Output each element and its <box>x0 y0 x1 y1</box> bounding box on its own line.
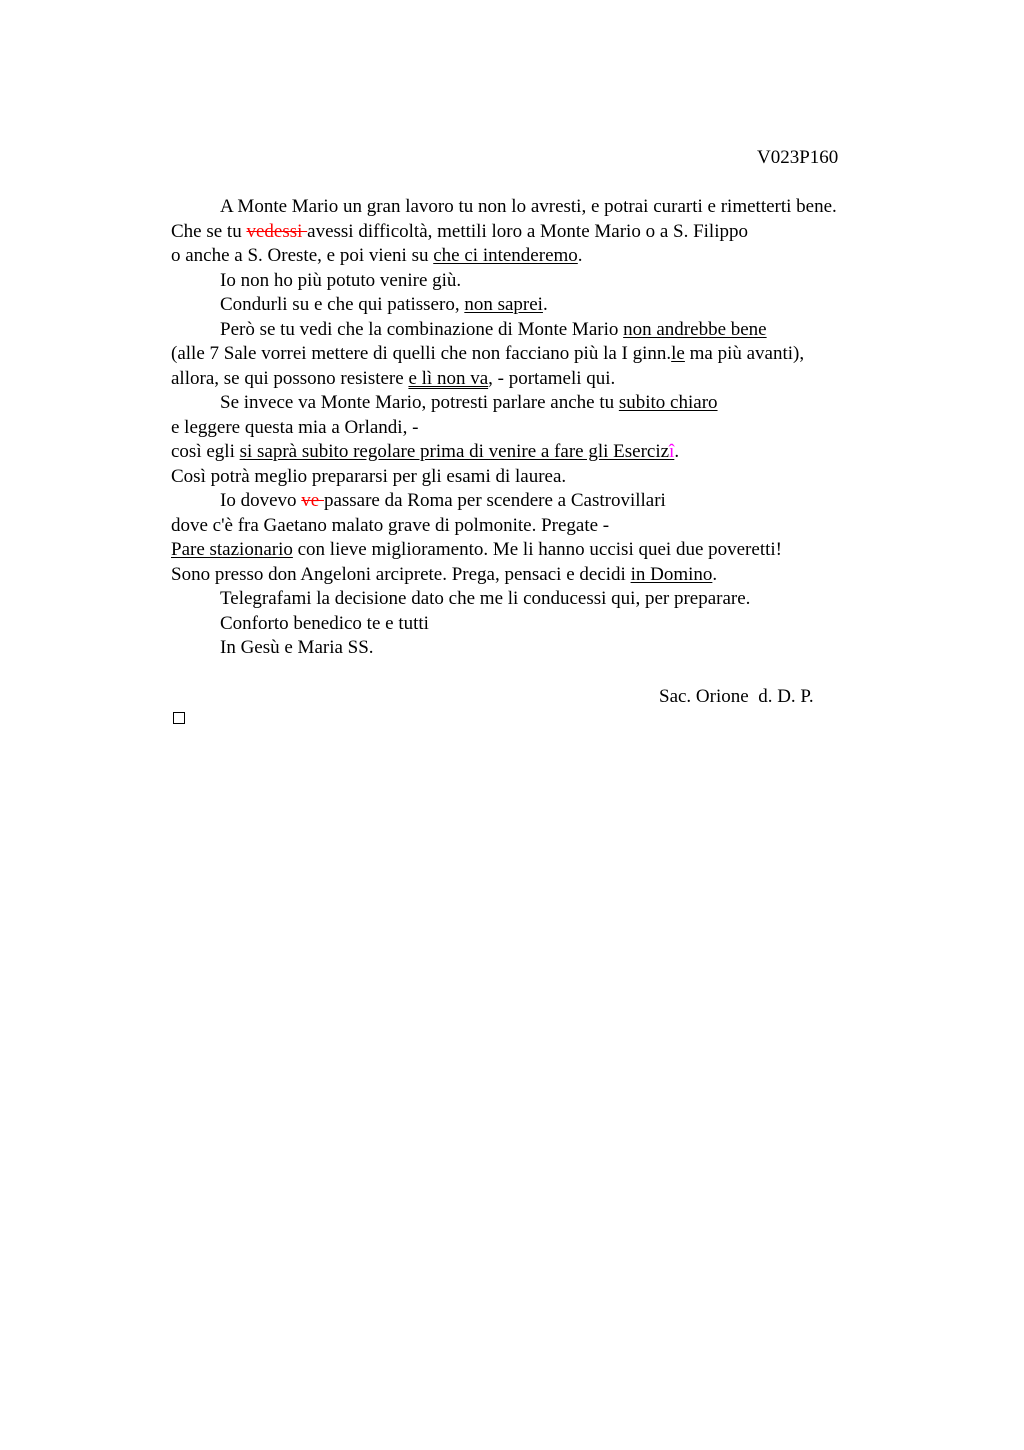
text: dove c'è fra Gaetano malato grave di polmonite. Pregate - <box>171 514 610 536</box>
text: con lieve miglioramento. Me li hanno uccisi quei due poveretti! <box>292 539 782 560</box>
text: . <box>577 245 583 266</box>
text: Che se tu <box>171 220 247 242</box>
letter-line <box>171 466 931 491</box>
text: (alle 7 Sale vorrei mettere di quelli che non facciano più la I ginn. <box>171 343 672 364</box>
text: Io dovevo <box>220 490 302 511</box>
text: ma più avanti), <box>684 343 805 364</box>
letter-line <box>171 637 931 662</box>
letter-line <box>171 588 931 613</box>
text: , - portameli qui. <box>488 367 616 389</box>
underlined-text: le <box>671 343 685 364</box>
text: allora, se qui possono resistere <box>171 367 409 389</box>
underlined-text: non andrebbe bene <box>623 318 767 340</box>
letter-line <box>171 539 931 564</box>
letter-line <box>171 196 931 221</box>
letter-line <box>171 417 931 442</box>
text: Se invece va Monte Mario, potresti parlare anche tu <box>220 392 619 413</box>
end-marker-box <box>173 712 185 724</box>
deleted-text: vedessi <box>246 220 308 242</box>
signature: Sac. Orione d. D. P. <box>659 686 814 707</box>
text: Così potrà meglio prepararsi per gli esami di laurea. <box>171 465 567 487</box>
text: così egli <box>171 441 240 462</box>
letter-line <box>171 343 931 368</box>
letter-line <box>171 270 931 295</box>
letter-line <box>171 515 931 540</box>
underlined-text <box>240 441 675 462</box>
underlined-text: Pare stazionario <box>171 539 293 560</box>
text: Sono presso don Angeloni arciprete. Prega, pensaci e decidi <box>171 563 631 585</box>
letter-line <box>171 564 931 589</box>
underlined-text: in Domino <box>630 563 713 585</box>
double-underlined-text: e lì non va <box>408 367 489 389</box>
text: Telegrafami la decisione dato che me li conducessi qui, per preparare. <box>220 588 751 609</box>
underlined-text: subito chiaro <box>618 392 718 413</box>
letter-line <box>171 368 931 393</box>
text: . <box>542 294 548 315</box>
text: Però se tu vedi che la combinazione di Monte Mario <box>220 318 624 340</box>
deleted-text: ve <box>301 490 324 511</box>
letter-body <box>171 196 931 662</box>
text: passare da Roma per scendere a Castrovillari <box>323 490 666 511</box>
text: Condurli su e che qui patissero, <box>220 294 465 315</box>
letter-line <box>171 294 931 319</box>
letter-line <box>171 392 931 417</box>
text: avessi difficoltà, mettili loro a Monte Mario o a S. Filippo <box>307 220 748 242</box>
underlined-text: che ci intenderemo <box>433 245 578 266</box>
annotation-mark: î <box>669 441 675 462</box>
letter-line <box>171 245 931 270</box>
letter-line <box>171 441 931 466</box>
text: In Gesù e Maria SS. <box>220 637 374 658</box>
text: si saprà subito regolare prima di venire a fare gli Eserciz <box>239 441 670 462</box>
underlined-text: non saprei <box>464 294 543 315</box>
letter-line <box>171 319 931 344</box>
letter-line <box>171 490 931 515</box>
text: e leggere questa mia a Orlandi, - <box>171 416 419 438</box>
text: . <box>674 441 680 462</box>
text: A Monte Mario un gran lavoro tu non lo avresti, e potrai curarti e rimetterti bene. <box>220 196 837 217</box>
text: Io non ho più potuto venire giù. <box>220 269 462 291</box>
page-id: V023P160 <box>757 147 839 168</box>
text: o anche a S. Oreste, e poi vieni su <box>171 245 434 266</box>
text: Conforto benedico te e tutti <box>220 612 429 634</box>
letter-line <box>171 221 931 246</box>
text: . <box>712 563 718 585</box>
letter-line <box>171 613 931 638</box>
